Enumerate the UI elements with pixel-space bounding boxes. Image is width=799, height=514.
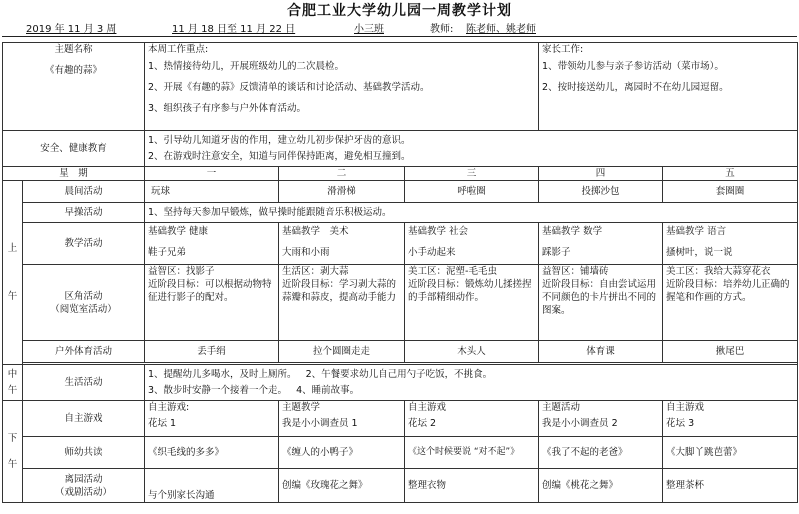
reading-book: 《大脚丫跳芭蕾》 — [663, 437, 798, 469]
teaching-cell — [279, 223, 405, 265]
outdoor-row — [3, 341, 798, 363]
teaching-subject: 基础教学 美术 — [282, 226, 349, 237]
parent-item: 2、按时接送幼儿，离园时不在幼儿园逗留。 — [542, 82, 729, 93]
section-noon — [3, 365, 23, 401]
weekday-label: 星 期 — [3, 167, 145, 181]
life-item: 3、散步时安静一个接着一个走。 — [148, 385, 288, 396]
leave-item: 整理茶杯 — [663, 469, 798, 503]
theme-name: 《有趣的蒜》 — [45, 65, 103, 76]
teacher-label: 教师: — [430, 24, 454, 35]
free-play-topic: 花坛 3 — [666, 418, 695, 429]
free-play-type: 主题活动 — [542, 402, 581, 413]
leave-item: 与个别家长沟通 — [145, 469, 279, 503]
free-play-cell — [405, 401, 539, 437]
work-focus-cell — [145, 43, 539, 131]
free-play-topic: 花坛 1 — [148, 418, 177, 429]
exercise-text: 1、坚持每天参加早锻炼，做早操时能跟随音乐积极运动。 — [145, 203, 798, 223]
area-cell — [539, 265, 663, 341]
life-cell — [145, 365, 798, 401]
teaching-row — [3, 223, 798, 265]
outdoor-item: 拉个圆圈走走 — [279, 341, 405, 363]
area-zone: 益智区：铺墙砖 — [542, 266, 609, 277]
free-play-cell — [663, 401, 798, 437]
morning-game: 投掷沙包 — [539, 181, 663, 203]
free-play-topic: 花坛 2 — [408, 418, 437, 429]
safety-row — [3, 131, 798, 167]
free-play-type: 自主游戏 — [666, 402, 705, 413]
reading-book: 《这个时候要说 “对不起”》 — [405, 437, 539, 469]
morning-game: 滑滑梯 — [279, 181, 405, 203]
class-name: 小三班 — [354, 24, 384, 35]
teaching-subject: 基础教学 健康 — [148, 226, 209, 237]
life-item: 2、午餐要求幼儿自己用勺子吃饭，不挑食。 — [305, 369, 493, 380]
morning-game: 呼啦圈 — [405, 181, 539, 203]
parent-item: 1、带领幼儿参与亲子参访活动（菜市场）。 — [542, 61, 724, 72]
weekday-mon: 一 — [145, 167, 279, 181]
reading-book: 《织毛线的多多》 — [145, 437, 279, 469]
leave-item: 整理衣物 — [405, 469, 539, 503]
leave-label-cell — [23, 469, 145, 503]
free-play-cell — [145, 401, 279, 437]
date-range: 11 月 18 日至 11 月 22 日 — [172, 24, 296, 35]
section-afternoon — [3, 401, 23, 503]
exercise-label: 早操活动 — [23, 203, 145, 223]
outdoor-item: 丢手绢 — [145, 341, 279, 363]
theme-row — [3, 43, 798, 131]
life-line — [148, 384, 794, 397]
morning-game: 套圈圈 — [663, 181, 798, 203]
outdoor-item: 体育课 — [539, 341, 663, 363]
section-morning-text: 上午 — [7, 242, 18, 302]
area-goal: 近阶段目标：锻炼幼儿揉搓捏的手部精细动作。 — [408, 279, 532, 303]
free-play-row — [3, 401, 798, 437]
exercise-row — [3, 203, 798, 223]
area-goal: 近阶段目标：自由尝试运用不同颜色的卡片拼出不同的图案。 — [542, 279, 657, 316]
parent-work-cell — [539, 43, 798, 131]
year-week: 2019 年 11 月 3 周 — [26, 24, 117, 35]
area-label-sub: （阅览室活动） — [50, 303, 117, 315]
free-play-type: 自主游戏: — [148, 402, 190, 413]
life-item: 4、睡前故事。 — [296, 385, 360, 396]
teaching-label: 教学活动 — [23, 223, 145, 265]
section-morning — [3, 181, 23, 365]
teaching-cell — [539, 223, 663, 265]
area-goal: 近阶段目标：学习剥大蒜的蒜瓣和蒜皮，提高动手能力 — [282, 279, 397, 303]
parent-work-label: 家长工作: — [542, 44, 584, 55]
area-zone: 生活区：剥大蒜 — [282, 266, 349, 277]
outdoor-item: 揪尾巴 — [663, 341, 798, 363]
free-play-topic: 我是小小调查员 1 — [282, 418, 358, 429]
weekday-fri: 五 — [663, 167, 798, 181]
area-row — [3, 265, 798, 341]
teaching-topic: 大雨和小雨 — [282, 247, 330, 258]
reading-book: 《我了不起的老爸》 — [539, 437, 663, 469]
teaching-cell — [405, 223, 539, 265]
area-zone: 美工区：我给大蒜穿花衣 — [666, 266, 771, 277]
weekday-tue: 二 — [279, 167, 405, 181]
teaching-topic: 小手动起来 — [408, 247, 456, 258]
area-goal: 近阶段目标：培养幼儿正确的握笔和作画的方式。 — [666, 279, 790, 303]
safety-item: 1、引导幼儿知道牙齿的作用，建立幼儿初步保护牙齿的意识。 — [148, 135, 411, 146]
weekday-thu: 四 — [539, 167, 663, 181]
leave-label-sub: （戏剧活动） — [55, 486, 113, 498]
safety-cell — [145, 131, 798, 167]
work-item: 3、组织孩子有序参与户外体育活动。 — [148, 103, 307, 114]
area-zone: 美工区：泥塑-毛毛虫 — [408, 266, 497, 277]
teaching-subject: 基础教学 语言 — [666, 226, 727, 237]
area-label: 区角活动 — [64, 290, 103, 302]
morning-games-row — [3, 181, 798, 203]
safety-label: 安全、健康教育 — [3, 131, 145, 167]
teaching-topic: 搔树叶，说一说 — [666, 247, 733, 258]
teaching-cell — [145, 223, 279, 265]
teaching-subject: 基础教学 社会 — [408, 226, 469, 237]
section-afternoon-text: 下午 — [7, 432, 18, 470]
weekday-row — [3, 167, 798, 181]
area-zone: 益智区：找影子 — [148, 266, 215, 277]
morning-game: 玩球 — [145, 181, 279, 203]
reading-row — [3, 437, 798, 469]
header-rule — [2, 36, 797, 37]
reading-book: 《缠人的小鸭子》 — [279, 437, 405, 469]
area-cell — [663, 265, 798, 341]
area-cell — [145, 265, 279, 341]
life-label: 生活活动 — [23, 365, 145, 401]
work-item: 1、热情接待幼儿，开展班级幼儿的二次晨检。 — [148, 61, 345, 72]
outdoor-label: 户外体育活动 — [23, 341, 145, 363]
leave-row — [3, 469, 798, 503]
weekday-wed: 三 — [405, 167, 539, 181]
free-play-cell — [539, 401, 663, 437]
theme-label: 主题名称 — [54, 44, 93, 55]
page-title: 合肥工业大学幼儿园一周教学计划 — [287, 3, 512, 19]
life-line — [148, 368, 794, 381]
free-play-label: 自主游戏 — [23, 401, 145, 437]
reading-label: 师幼共读 — [23, 437, 145, 469]
safety-item: 2、在游戏时注意安全，知道与同伴保持距离，避免相互撞到。 — [148, 151, 411, 162]
leave-item: 创编《桃花之舞》 — [539, 469, 663, 503]
work-focus-label: 本周工作重点: — [148, 44, 209, 55]
section-noon-text: 中午 — [7, 368, 18, 396]
area-cell — [279, 265, 405, 341]
teaching-subject: 基础教学 数学 — [542, 226, 603, 237]
life-row — [3, 365, 798, 401]
area-label-cell — [23, 265, 145, 341]
morning-games-label: 晨间活动 — [23, 181, 145, 203]
free-play-type: 自主游戏 — [408, 402, 447, 413]
area-goal: 近阶段目标：可以根据动物特征进行影子的配对。 — [148, 279, 272, 303]
teaching-cell — [663, 223, 798, 265]
free-play-topic: 我是小小调查员 2 — [542, 418, 618, 429]
theme-cell — [3, 43, 145, 131]
teaching-topic: 踩影子 — [542, 247, 571, 258]
outdoor-item: 木头人 — [405, 341, 539, 363]
free-play-type: 主题教学 — [282, 402, 321, 413]
teacher-names: 陈老师、姚老师 — [466, 24, 536, 35]
leave-item: 创编《玫瑰花之舞》 — [279, 469, 405, 503]
life-item: 1、提醒幼儿多喝水，及时上厕所。 — [148, 369, 297, 380]
work-item: 2、开展《有趣的蒜》反馈清单的谈话和讨论活动、基础教学活动。 — [148, 82, 430, 93]
weekly-plan-table — [2, 42, 798, 503]
leave-label: 离园活动 — [64, 473, 103, 485]
free-play-cell — [279, 401, 405, 437]
teaching-topic: 鞋子兄弟 — [148, 247, 187, 258]
area-cell — [405, 265, 539, 341]
